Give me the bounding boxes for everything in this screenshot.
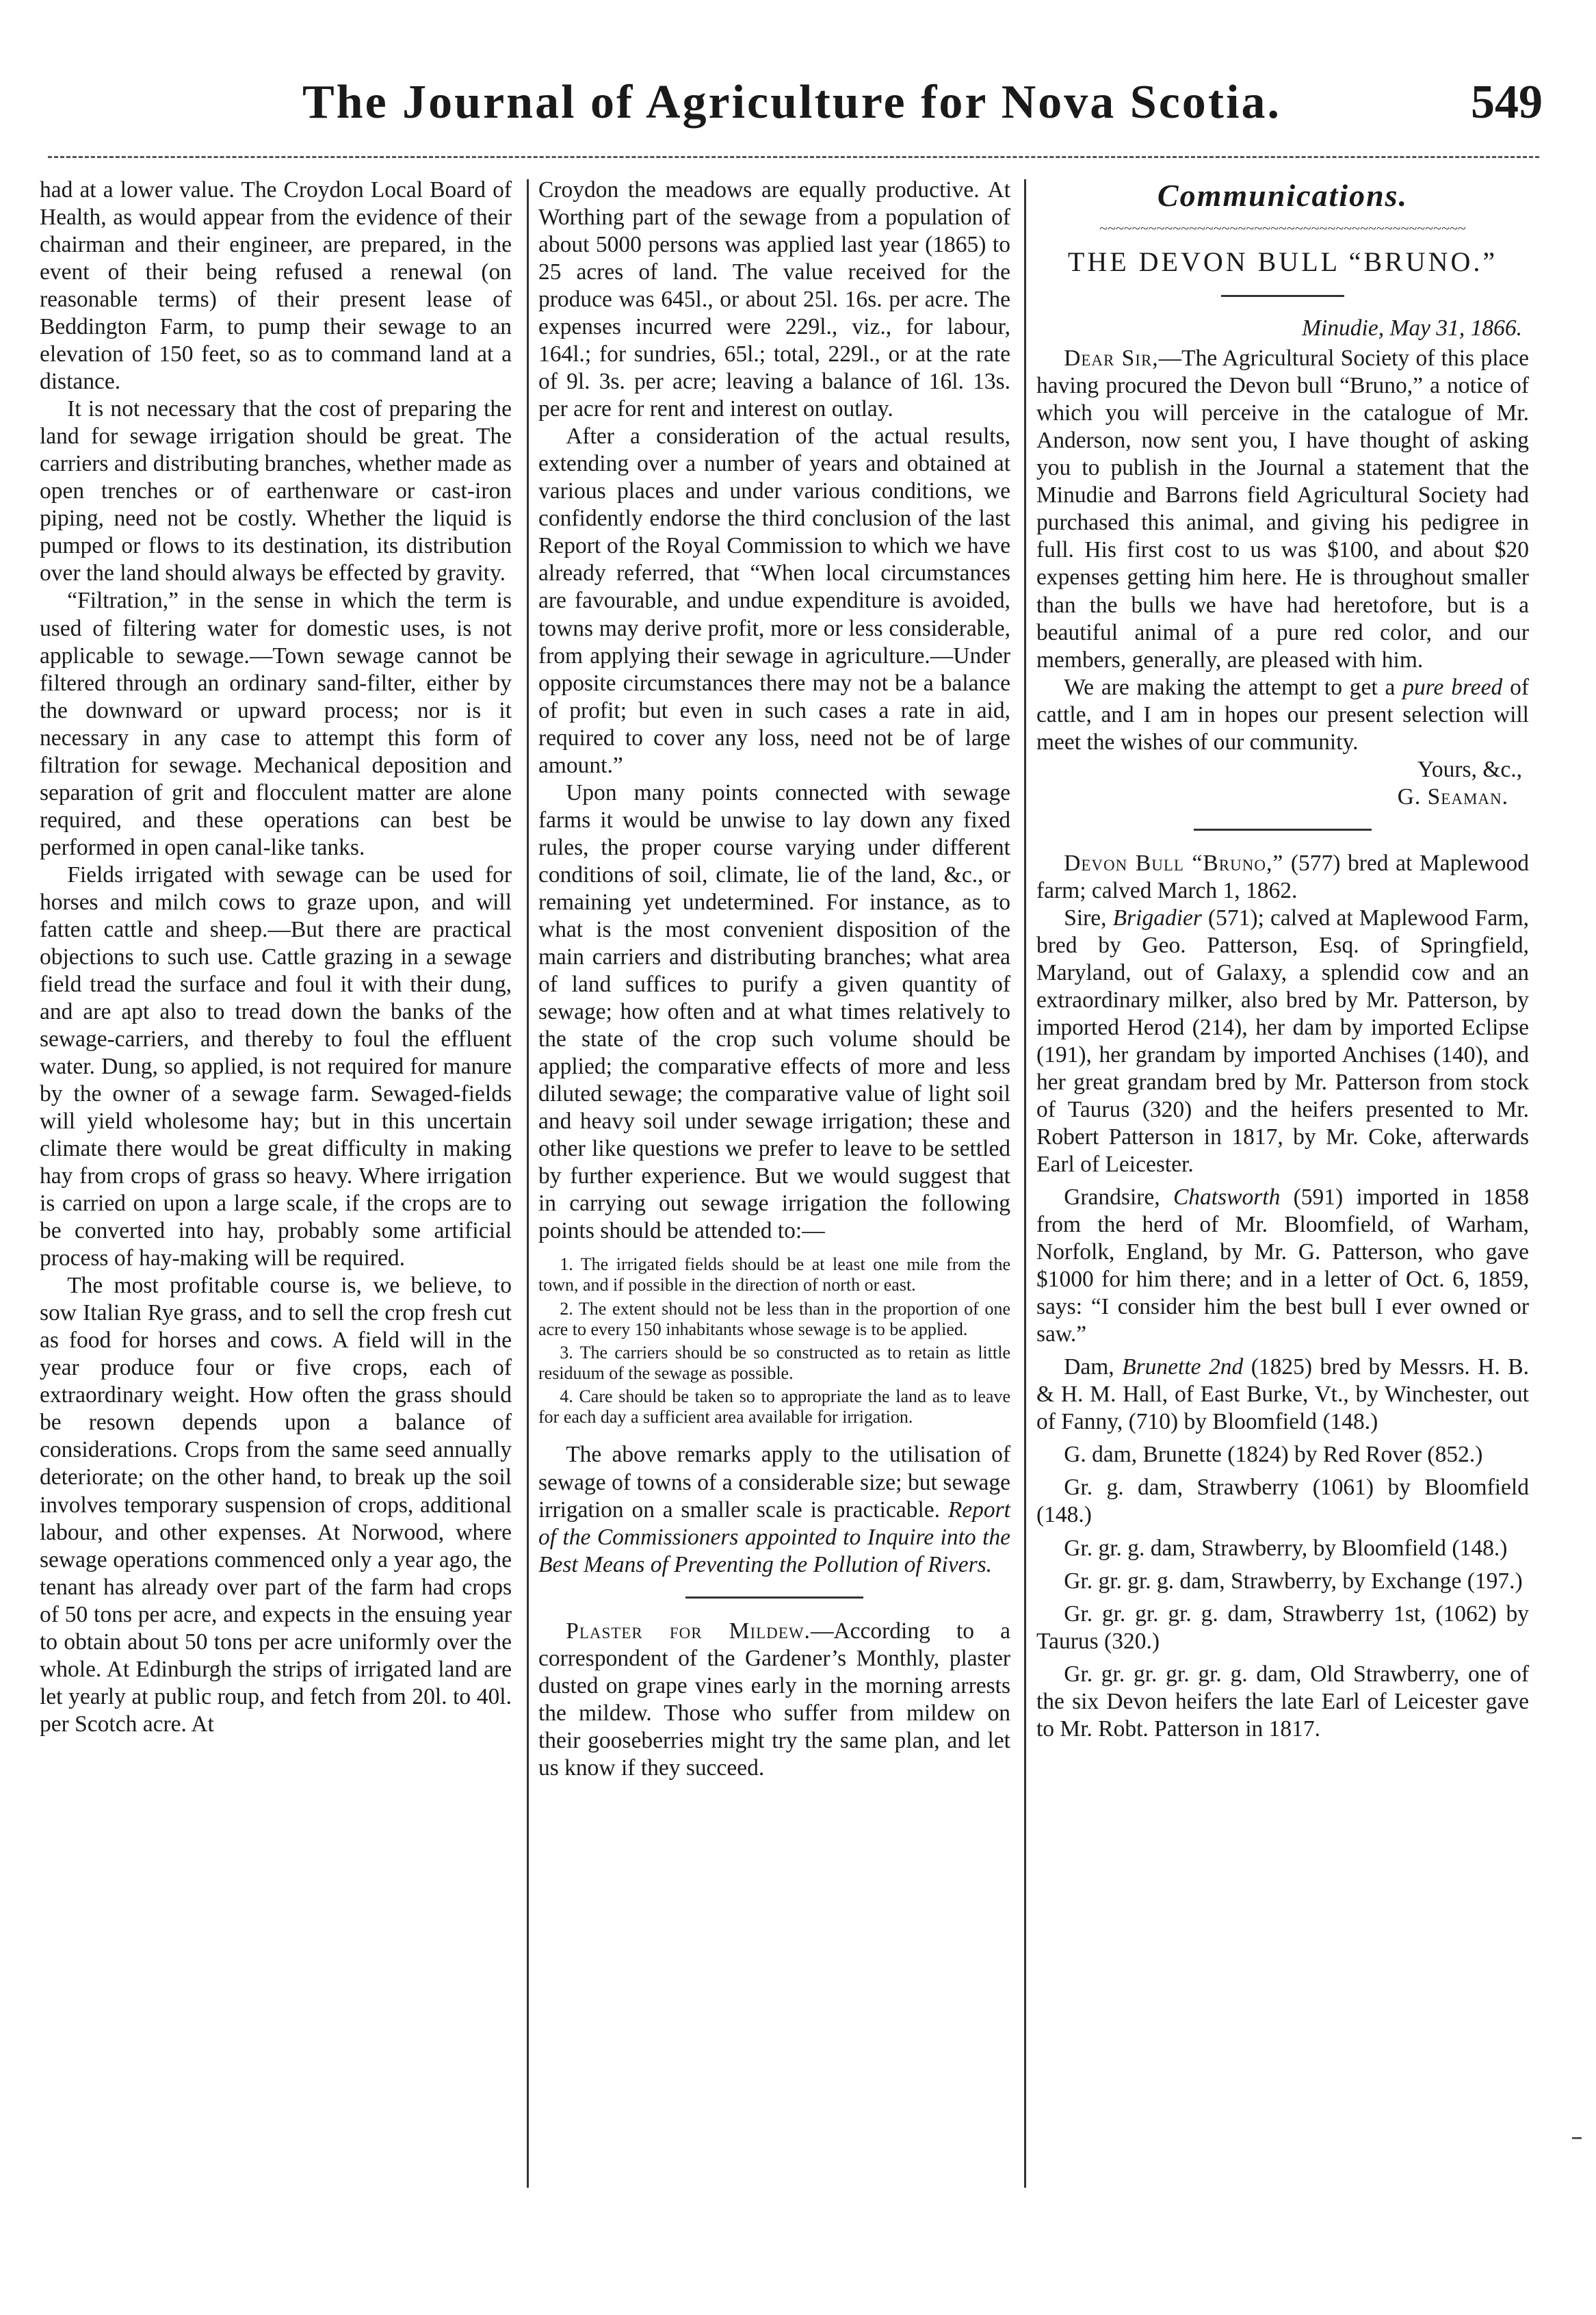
dateline: Minudie, May 31, 1866. (1302, 315, 1522, 341)
header-rule (48, 156, 1539, 158)
paragraph: Croydon the meadows are equally productive. At Worthing part of the sewage from a population of about 5000 persons was applied last year (1865) to 25 acres of land. The value received for the produce was 645l., or about 25l. 16s. per acre. The expenses incurred were 229l., viz., for labour, 164l.; for sundries, 65l.; total, 229l., or at the rate of 9l. 3s. per acre; leaving a balance of 16l. 13s. per acre for rent and interest on outlay. (538, 177, 1010, 422)
paragraph: “Filtration,” in the sense in which the term is used of filtering water for domestic uses, is not applicable to sewage.—Town sewage cannot be filtered through an ordinary sand-filter, either by the downward or upward process; nor is it necessary in any case to attempt this form of filtration for sewage. Mechanical deposition and separation of grit and flocculent matter are alone required, and these operations can best be performed in open canal-like tanks. (40, 588, 512, 860)
pedigree-entry: G. dam, Brunette (1824) by Red Rover (852.) (1064, 1442, 1483, 1468)
section-divider (1194, 829, 1372, 831)
paragraph-text: We are making the attempt to get a (1064, 674, 1403, 700)
paragraph (1036, 1184, 1529, 1348)
animal-name: Brunette 2nd (1122, 1354, 1244, 1380)
pedigree-entry: Gr. gr. gr. gr. g. dam, Strawberry 1st, (1062) by Taurus (320.) (1036, 1601, 1529, 1654)
paragraph-text: of cattle, and I am in hopes our present selection will meet the wishes of our community. (1036, 674, 1529, 755)
paragraph (538, 1618, 1010, 1782)
pedigree-entry: Gr. gr. gr. g. dam, Strawberry, by Exchange (197.) (1064, 1568, 1523, 1594)
paragraph: had at a lower value. The Croydon Local Board of Health, as would appear from the evidence of their chairman and their engineer, are prepared, in the event of their being refused a renewal (on reasonable terms) of their present lease of Beddington Farm, to pump their sewage to an elevation of 150 feet, so as to command land at a distance. (40, 177, 512, 395)
paragraph-text: —According to a correspondent of the Gardener’s Monthly, plaster dusted on grape vines early in the morning arrests the mildew. Those who suffer from mildew on their gooseberries might try the same plan, and let us know if they succeed. (538, 1618, 1010, 1781)
paragraph (1036, 674, 1529, 756)
sewage-rules-list (538, 1254, 1010, 1427)
pedigree-entry: Gr. g. dam, Strawberry (1061) by Bloomfield (148.) (1036, 1475, 1529, 1528)
paragraph-text: (571); calved at Maplewood Farm, bred by Geo. Patterson, Esq. of Springfield, Maryland, out of Galaxy, a splendid cow and an extraordinary milker, also bred by Mr. Patterson, by imported Herod (214), her dam by imported Eclipse (191), her grandam by imported Anchises (140), and her great grandam bred by Mr. Patterson from stock of Taurus (320) and the heifers presented to Mr. Robert Patterson in 1817, by Mr. Coke, afterwards Earl of Leicester. (1036, 905, 1530, 1178)
middle-column (538, 177, 1010, 1782)
right-column (1036, 177, 1529, 1743)
paragraph: After a consideration of the actual results, extending over a number of years and obtained at various places and under various conditions, we confidently endorse the third conclusion of the last Report of the Royal Commission to which we have already referred, that “When local circumstances are favourable, and undue expenditure is avoided, towns may derive profit, more or less considerable, from applying their sewage in agriculture.—Under opposite circumstances there may not be a balance of profit; but even in such cases a rate in aid, required to cover any loss, need not be of large amount.” (538, 424, 1010, 778)
paragraph (1036, 345, 1529, 673)
article-title: THE DEVON BULL “BRUNO.” (1067, 246, 1498, 278)
section-heading: Communications. (1157, 178, 1409, 213)
plaster-heading: Plaster for Mildew. (566, 1618, 811, 1644)
title-divider (1221, 295, 1344, 297)
pedigree-entry: Gr. gr. g. dam, Strawberry, by Bloomfield (148.) (1064, 1535, 1508, 1561)
paragraph (538, 1441, 1010, 1578)
column-divider (527, 179, 529, 2188)
paragraph-text: —The Agricultural Society of this place having procured the Devon bull “Bruno,” a notice of which you will perceive in the catalogue of Mr. Anderson, now sent you, I have thought of asking you to publish in the Journal a statement that the Minudie and Barrons field Agricultural Society had purchased this animal, and giving his pedigree in full. His first cost to us was $100, and about $20 expenses getting him here. He is throughout smaller than the bulls we have had heretofore, but is a beautiful animal of a pure red color, and our members, generally, are pleased with him. (1036, 346, 1529, 673)
paragraph: Fields irrigated with sewage can be used for horses and milch cows to graze upon, and will fatten cattle and sheep.—But there are practical objections to such use. Cattle grazing in a sewage field tread the surface and foul it with their dung, and are apt also to tread down the banks of the sewage-carriers, and thereby to foul the effluent water. Dung, so applied, is not required for manure by the owner of a sewage farm. Sewaged-fields will yield wholesome hay; but in this uncertain climate there would be great difficulty in making hay from crops of grass so heavy. Where irrigation is carried on upon a large scale, if the crops are to be converted into hay, probably some artificial process of hay-making will be required. (40, 862, 512, 1271)
signature: G. Seaman. (1397, 784, 1508, 810)
list-item: 2. The extent should not be less than in the proportion of one acre to every 150 inhabitants whose sewage is to be applied. (538, 1298, 1010, 1339)
pedigree-entry: Gr. gr. gr. gr. gr. g. dam, Old Strawberry, one of the six Devon heifers the late Earl of Leicester gave to Mr. Robt. Patterson in 1817. (1036, 1661, 1529, 1742)
paragraph-text: Dam, (1064, 1354, 1123, 1380)
page-number: 549 (1471, 76, 1543, 129)
wavy-rule: ~~~~~~~~~~~~~~~~~~~~~~~~~~~~~~~~~~~~~~~~~~~~~ (1099, 221, 1466, 237)
paragraph (1036, 850, 1529, 905)
column-divider (1024, 179, 1026, 2188)
paragraph-text: (577) bred at Maplewood farm; calved March 1, 1862. (1036, 850, 1529, 903)
paragraph-text: Grandsire, (1064, 1185, 1173, 1211)
paragraph-text: (1825) bred by Messrs. H. B. & H. M. Hall, of East Burke, Vt., by Winchester, out of Fanny, (710) by Bloomfield (148.) (1036, 1354, 1529, 1435)
report-citation: Report of the Commissioners appointed to Inquire into the Best Means of Preventing the Pollution of Rivers. (538, 1497, 1010, 1577)
paragraph (1036, 1354, 1529, 1436)
paragraph-text: Sire, (1064, 905, 1113, 931)
pedigree-heading: Devon Bull “Bruno,” (1064, 850, 1284, 876)
animal-name: Chatsworth (1173, 1185, 1281, 1211)
paragraph-text: The above remarks apply to the utilisation of sewage of towns of a considerable size; but sewage irrigation on a smaller scale is practicable. (538, 1442, 1010, 1523)
salutation: Dear Sir, (1064, 346, 1159, 372)
paragraph: Upon many points connected with sewage farms it would be unwise to lay down any fixed rules, the proper course varying under different conditions of soil, climate, lie of the land, &c., or remaining yet undetermined. For instance, as to what is the most convenient disposition of the main carriers and distributing branches; what area of land suffices to purify a given quantity of sewage; how often and at what times relatively to the state of the crop such volume should be applied; the comparative effects of more and less diluted sewage; the comparative value of light soil and heavy soil under sewage irrigation; these and other like questions we prefer to leave to be settled by further experience. But we would suggest that in carrying out sewage irrigation the following points should be attended to:— (538, 779, 1010, 1244)
signoff: Yours, &c., (1417, 756, 1522, 782)
running-title: The Journal of Agriculture for Nova Scotia. (302, 76, 1282, 129)
list-item: 3. The carriers should be so constructed as to retain as little residuum of the sewage as possible. (538, 1342, 1010, 1383)
left-column (40, 177, 512, 1738)
paragraph: It is not necessary that the cost of preparing the land for sewage irrigation should be great. The carriers and distributing branches, whether made as open trenches or of earthenware or cast-iron piping, need not be costly. Whether the liquid is pumped or flows to its destination, its distribution over the land should always be effected by gravity. (40, 396, 512, 586)
paragraph: The most profitable course is, we believe, to sow Italian Rye grass, and to sell the crop fresh cut as food for horses and cows. A field will in the year produce four or five crops, each of extraordinary weight. How often the grass should be resown depends upon a balance of considerations. Crops from the same seed annually deteriorate; on the other hand, to break up the soil involves temporary suspension of crops, additional labour, and other expenses. At Norwood, where sewage operations commenced only a year ago, the tenant has already over part of the farm had crops of 50 tons per acre, and expects in the ensuing year to obtain about 50 tons per acre uniformly over the whole. At Edinburgh the strips of irrigated land are let yearly at public roup, and fetch from 20l. to 40l. per Scotch acre. At (40, 1273, 512, 1737)
emphasis: pure breed (1402, 674, 1503, 700)
paragraph-text: (591) imported in 1858 from the herd of Mr. Bloomfield, of Warham, Norfolk, England, by Mr. G. Patterson, who gave $1000 for him there; and in a letter of Oct. 6, 1859, says: “I consider him the best bull I ever owned or saw.” (1036, 1185, 1529, 1347)
margin-mark (1572, 2137, 1582, 2139)
list-item: 1. The irrigated fields should be at least one mile from the town, and if possible in the direction of north or east. (538, 1254, 1010, 1295)
paragraph (1036, 905, 1529, 1178)
section-divider (685, 1596, 863, 1599)
animal-name: Brigadier (1112, 905, 1202, 931)
list-item: 4. Care should be taken so to appropriate the land as to leave for each day a sufficient area available for irrigation. (538, 1386, 1010, 1427)
page-header (41, 75, 1543, 157)
